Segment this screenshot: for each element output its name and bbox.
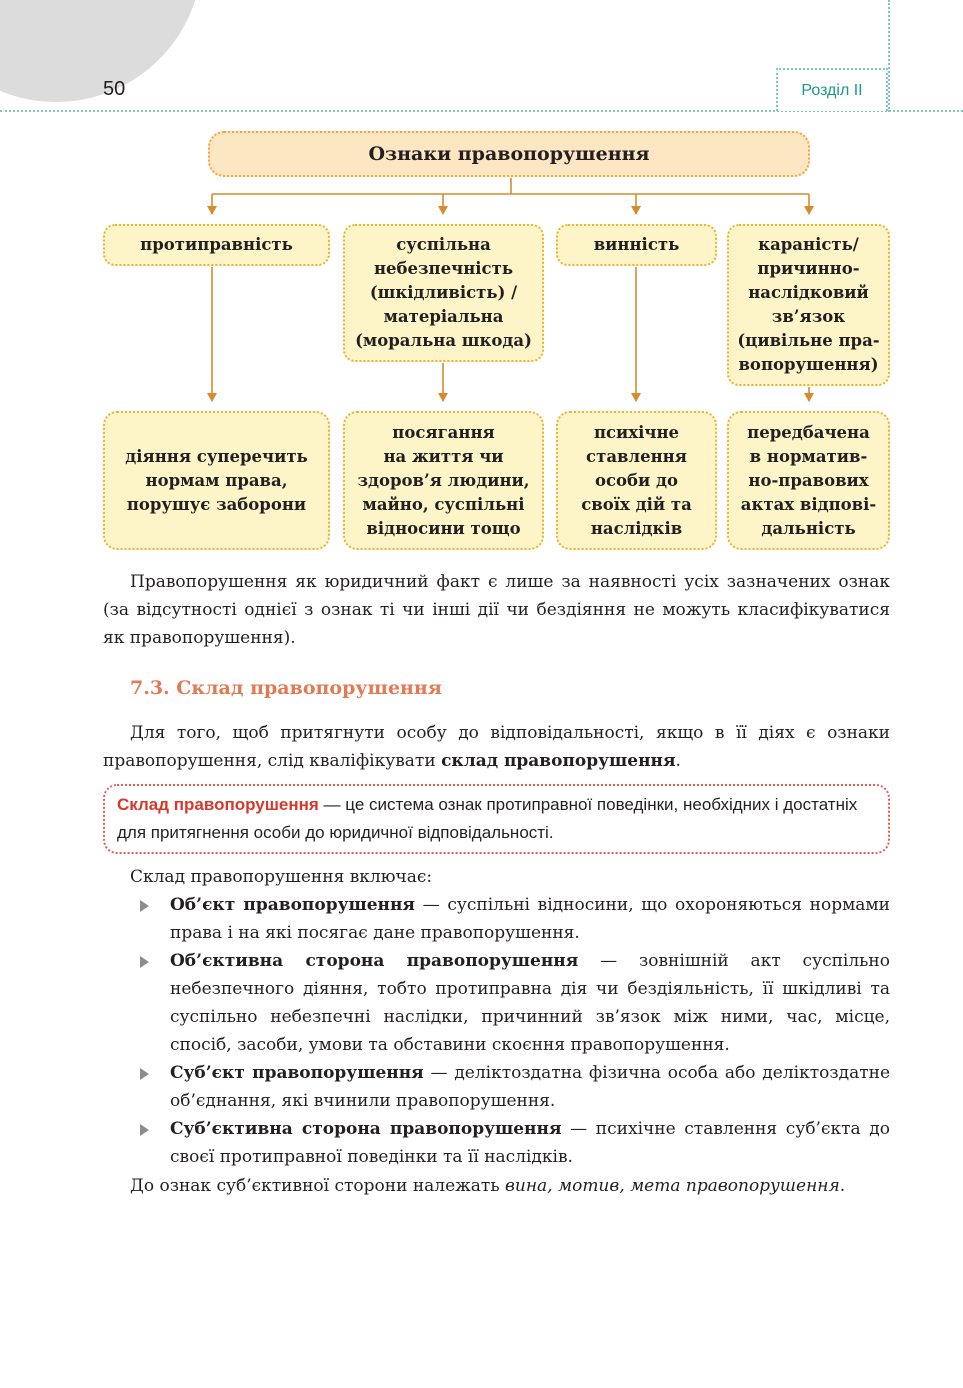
feature-punishability: караність/ причинно- наслідковий зв’язок (цивільне пра- вопорушення)	[727, 224, 890, 386]
list-item-text: — зовнішній акт суспільно небезпечного діяння, тобто протиправна дія чи бездіяльність, її шкідливі та суспільно небезпечні наслідки, причинний зв’язок між ними, час, місце, спосіб, засоби, умови та обставини скоєння правопорушення.	[170, 951, 890, 1055]
list-item	[103, 947, 890, 1059]
feature-unlawfulness: протиправність	[103, 224, 330, 266]
paragraph-qualification-text: Для того, щоб притягнути особу до відповідальності, якщо в її діях є ознаки правопорушення, слід кваліфікувати	[103, 723, 890, 771]
final-end: .	[839, 1176, 846, 1196]
triangle-bullet-icon	[140, 1068, 149, 1080]
paragraph-subjective-side	[103, 1172, 890, 1200]
list-item-text: — психічне ставлення суб’єкта до своєї протиправної поведінки та її наслідків.	[170, 1119, 890, 1167]
triangle-bullet-icon	[140, 956, 149, 968]
composition-list	[103, 891, 890, 1171]
section-tab: Розділ ІІ	[776, 68, 888, 111]
explanation-unlawfulness: діяння суперечить нормам права, порушує заборони	[103, 411, 330, 550]
list-item-text: — суспільні відносини, що охороняються нормами права і на які посягає дане правопорушення.	[170, 895, 890, 943]
diagram-title: Ознаки правопорушення	[208, 131, 810, 177]
definition-box	[103, 784, 890, 854]
list-item	[103, 1059, 890, 1115]
list-item	[103, 1115, 890, 1171]
page-number: 50	[103, 78, 126, 100]
list-item-term: Об’єктивна сторона правопорушення	[170, 951, 579, 971]
explanation-social-danger: посягання на життя чи здоров’я людини, майно, суспільні відносини тощо	[343, 411, 544, 550]
explanation-punishability: передбачена в норматив- но-правових актах відпові- дальність	[727, 411, 890, 550]
feature-social-danger: суспільна небезпечність (шкідливість) / матеріальна (моральна шкода)	[343, 224, 544, 362]
features-diagram	[0, 0, 963, 560]
explanation-guilt: психічне ставлення особи до своїх дій та наслідків	[556, 411, 717, 550]
list-item	[103, 891, 890, 947]
paragraph-legal-fact: Правопорушення як юридичний факт є лише за наявності усіх зазначених ознак (за відсутності однієї з ознак ті чи інші дії чи бездіяння не можуть класифікуватися як правопорушення).	[103, 572, 890, 648]
definition-term: Склад правопорушення	[117, 795, 319, 814]
final-italic: вина, мотив, мета правопорушення	[505, 1176, 840, 1196]
feature-guilt: винність	[556, 224, 717, 266]
list-item-term: Суб’єктивна сторона правопорушення	[170, 1119, 562, 1139]
list-item-term: Об’єкт правопорушення	[170, 895, 415, 915]
triangle-bullet-icon	[140, 900, 149, 912]
section-heading: 7.3. Склад правопорушення	[130, 677, 442, 699]
list-item-text: — деліктоздатна фізична особа або деліктоздатне об’єднання, які вчинили правопорушення.	[170, 1063, 891, 1111]
final-text: До ознак суб’єктивної сторони належать	[130, 1176, 505, 1196]
definition-text: — це система ознак протиправної поведінки, необхідних і достатніх для притягнення особи до юридичної відповідальності.	[117, 795, 858, 842]
paragraph-qualification-end: .	[675, 751, 681, 771]
list-intro: Склад правопорушення включає:	[130, 867, 433, 887]
paragraph-qualification	[103, 719, 890, 775]
triangle-bullet-icon	[140, 1124, 149, 1136]
paragraph-qualification-term: склад правопорушення	[441, 751, 676, 771]
list-item-term: Суб’єкт правопорушення	[170, 1063, 424, 1083]
